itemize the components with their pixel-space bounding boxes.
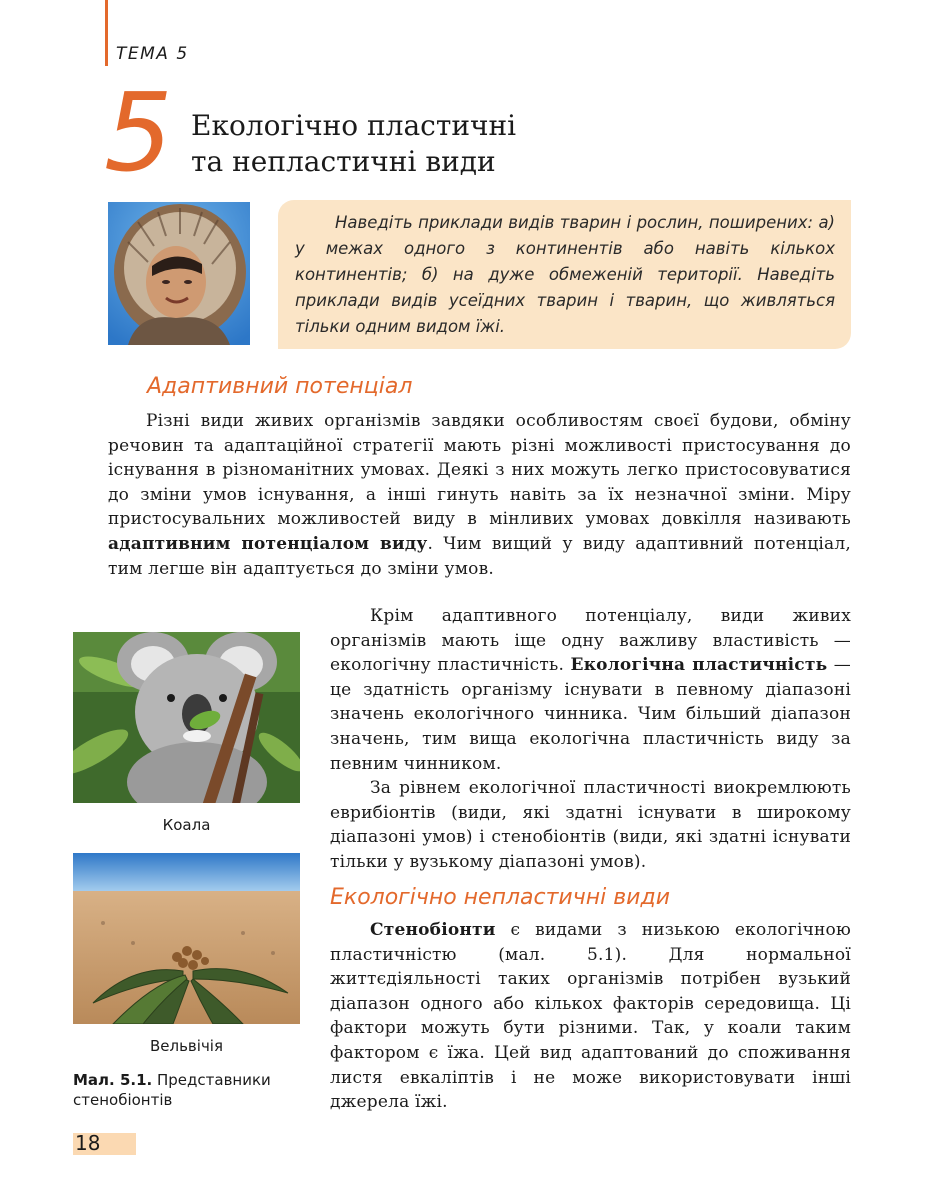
lesson-title-line-2: та непластичні види [191, 145, 496, 178]
section-heading-nonplastic: Екологічно непластичні види [330, 885, 670, 910]
paragraph-text: Різні види живих організмів завдяки особливостям своєї будови, обміну речовин та адаптаційної стратегії мають різні можливості пристосування до існування в різноманітних умовах. Деякі з них можуть легко пристосовуватися до зміни умов існування, а інші гинуть навіть за їх незначної зміни. Міру пристосувальних можливостей виду в мінливих умовах довкілля називають [108, 411, 851, 530]
paragraph-text: . Чим вищий у виду адаптивний потенціал, тим легше він адаптується до зміни умов. [108, 533, 851, 579]
question-box [278, 200, 851, 349]
term-stenobionts: Стенобіонти [370, 920, 496, 940]
welwitschia-photo [73, 853, 300, 1024]
question-text: Наведіть приклади видів тварин і рослин, поширених: а) у межах одного з континентів або навіть кількох континентів; б) на дуже обмеженій території. Наведіть приклади видів усеїдних тварин і тварин, що живляться тільки одним видом їжі. [295, 213, 835, 336]
koala-photo [73, 632, 300, 803]
term-adaptive-potential: адаптивним потенціалом виду [108, 533, 428, 554]
lesson-number: 5 [104, 71, 173, 196]
lesson-title [191, 108, 516, 180]
portrait-photo [108, 202, 250, 345]
paragraph-text: є видами з низькою екологічною пластичністю (мал. 5.1). Для нормальної життєдіяльності таких організмів потрібен вузький діапазон одного або кількох факторів середовища. Ці фактори можуть бути різними. Так, у коали таким фактором є їжа. Цей вид адаптований до споживання листя евкаліптів і не може використовувати інші джерела їжі. [330, 920, 851, 1113]
paragraph-ecological-plasticity [330, 604, 851, 776]
topic-accent-bar [105, 0, 108, 66]
lesson-title-line-1: Екологічно пластичні [191, 109, 517, 142]
paragraph-stenobionts [330, 918, 851, 1115]
paragraph-eurybionts: За рівнем екологічної пластичності виокремлюють еврибіонтів (види, які здатні існувати в широкому діапазоні умов) і стенобіонтів (види, які здатні існувати тільки у вузькому діапазоні умов). [330, 778, 851, 872]
topic-label: ТЕМА 5 [116, 44, 189, 64]
paragraph-adaptive-potential [108, 409, 851, 581]
page-number: 18 [75, 1131, 101, 1155]
koala-caption: Коала [162, 816, 211, 834]
figure-caption [73, 1070, 313, 1110]
figure-text: Представники стенобіонтів [73, 1071, 271, 1109]
section-heading-adaptive: Адаптивний потенціал [147, 374, 413, 399]
welwitschia-caption: Вельвічія [149, 1037, 223, 1055]
paragraph-text: — це здатність організму існувати в певному діапазоні значень екологічного чинника. Чим більший діапазон значень, тим вища екологічна пластичність виду за певним чинником. [330, 655, 852, 774]
paragraph-text: Крім адаптивного потенціалу, види живих організмів мають іще одну важливу властивість — екологічну пластичність. [330, 606, 851, 676]
figure-label: Мал. 5.1. [73, 1071, 153, 1089]
term-ecological-plasticity: Екологічна пластичність [570, 655, 828, 676]
